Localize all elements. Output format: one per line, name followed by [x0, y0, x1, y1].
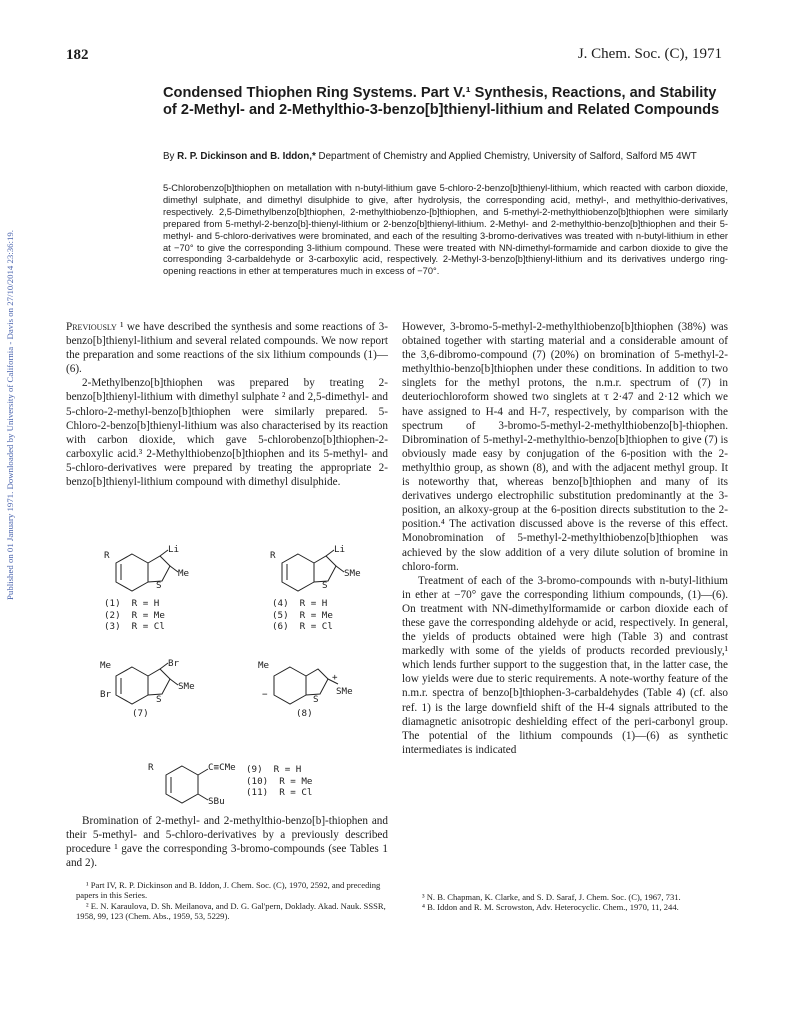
footnote-1: ¹ Part IV, R. P. Dickinson and B. Iddon, J. Chem. Soc. (C), 1970, 2592, and preceding papers in this Series. — [76, 880, 381, 901]
s2-li: Li — [334, 544, 346, 555]
s7-sme: SMe — [178, 681, 195, 692]
footnote-3: ³ N. B. Chapman, K. Clarke, and S. D. Saraf, J. Chem. Soc. (C), 1967, 731. — [422, 892, 681, 902]
s9-sbu: SBu — [208, 796, 225, 807]
s8-me: Me — [258, 660, 270, 671]
s8-s: S — [313, 694, 319, 705]
footnotes-left — [66, 880, 388, 921]
s9-ccme: C≡CMe — [208, 762, 236, 773]
article-title: Condensed Thiophen Ring Systems. Part V.¹ Synthesis, Reactions, and Stability of 2-Methyl- and 2-Methylthio-3-benzo[b]thienyl-lithium and Related Compounds — [163, 85, 720, 118]
s7-number: (7) — [132, 708, 149, 719]
thiophene-ring-1 — [148, 556, 170, 582]
s7-br1: Br — [168, 658, 180, 669]
author-affiliation: Department of Chemistry and Applied Chemistry, University of Salford, Salford M5 4WT — [318, 151, 697, 162]
labels-4-6: (4) R = H (5) R = Me (6) R = Cl — [272, 598, 333, 632]
thiophene-ring-2 — [314, 556, 336, 582]
s8-sme: SMe — [336, 686, 353, 697]
right-paragraph-2: Treatment of each of the 3-bromo-compounds with n-butyl-lithium in ether at −70° gave the corresponding lithium compounds, (1)—(6). On treatment with NN-dimethylformamide or carbon dioxide each of these gave the corresponding aldehyde or acid, respectively. In general, the yields of products obtained were high (Table 3) and contrast markedly with some of the yields of products recorded previously,¹ which lends further support to the suggestion that, in the latter case, the low yields were due to steric requirements. A note-worthy feature of the n.m.r. spectra of benzo[b]thiophen-3-carbaldehydes (Table 4) (cf. also ref. 1) is the large downfield shift of the H-4 signals attributed to the diamagnetic anisotropic deshielding effect of the peri-carbonyl group. The potential of the lithium compounds (1)—(6) as synthetic intermediates is indicated — [402, 574, 728, 756]
right-paragraph-1: However, 3-bromo-5-methyl-2-methylthiobenzo[b]thiophen (38%) was obtained together with starting material and a considerable amount of the 3,6-dibromo-compound (7) (20%) on bromination of 5-methyl-2-methylthio-benzo[b]thiophen under these conditions. In addition to two singlets for the methyl protons, the n.m.r. spectrum of (7) in deuteriochloroform showed two singlets at τ 2·47 and 2·12 which we have assigned to H-4 and H-7, respectively, by comparison with the spectrum of 3-bromo-5-methyl-2-methylthiobenzo[b]-thiophen. Dibromination of 5-methyl-2-methylthio-benzo[b]thiophen to give (7) is obviously made easy by conjugation of the 6-position with the 2-methylthio group, as shown (8), and with the adjacent methyl group. It is noteworthy that, whereas benzo[b]thiophen and many of its derivatives undergo electrophilic substitution predominantly at the 3-position, an alkoxy-group at the 6-position directs substitution to the 2-position.⁴ The activation discussed above is the reverse of this effect. Monobromination of 5-methyl-2-methylthiobenzo[b]thiophen was achieved by the slow addition of a very dilute solution of bromine in chloro-form. — [402, 321, 728, 573]
left-column-lower — [66, 814, 388, 870]
left-paragraph-1-text: ¹ we have described the synthesis and some reactions of 3-benzo[b]thienyl-lithium and several related compounds. We now report the preparation and some reactions of the six lithium compounds (1)—(6). — [66, 321, 388, 376]
s2-r: R — [270, 550, 276, 561]
left-column — [66, 320, 388, 489]
footnotes-right — [402, 892, 728, 913]
author-names: R. P. Dickinson and B. Iddon,* — [177, 151, 316, 162]
s7-me: Me — [100, 660, 112, 671]
left-paragraph-1 — [66, 320, 388, 376]
author-by: By — [163, 151, 175, 162]
s8-plus: + — [332, 672, 338, 683]
author-block — [163, 151, 728, 164]
s1-li: Li — [168, 544, 180, 555]
footnote-2: ² E. N. Karaulova, D. Sh. Meilanova, and D. G. Gal'pern, Doklady. Akad. Nauk. SSSR, 1958, 99, 123 (Chem. Abs., 1959, 53, 5229). — [76, 900, 386, 921]
s7-br2: Br — [100, 689, 112, 700]
abstract: 5-Chlorobenzo[b]thiophen on metallation with n-butyl-lithium gave 5-chloro-2-benzo[b]thienyl-lithium, which reacted with carbon dioxide, dimethyl sulphate, and dimethyl disulphide to give, after hydrolysis, the corresponding acid, methyl-, and methylthio-derivatives, respectively. 2,5-Dimethylbenzo[b]thiophen, 2-methylthiobenzo-[b]thiophen, and 5-methyl-2-methylthiobenzo[b]thiophen were similarly prepared from 5-methyl-2-benzo[b]-thienyl-lithium or 2-benzo[b]thienyl-lithium. 2-Methyl- and 2-methylthio-benzo[b]thiophen and their 5-methyl- and 5-chloro-derivatives were brominated, and each of the resulting 3-bromo-derivatives was treated with n-butyl-lithium in ether at −70° to give the corresponding 3-lithium compound. These were treated with NN-dimethyl-formamide and carbon dioxide to give the corresponding 3-carbaldehyde or 3-carboxylic acid, respectively. 2-Methyl-3-benzo[b]thienyl-lithium and its derivatives undergo ring-opening reactions in ether at temperatures much in excess of −70°. — [163, 183, 728, 277]
s1-s: S — [156, 580, 162, 591]
labels-1-3: (1) R = H (2) R = Me (3) R = Cl — [104, 598, 165, 632]
s2-sme: SMe — [344, 568, 361, 579]
thiophene-ring-7 — [148, 669, 170, 695]
s1-me: Me — [178, 568, 190, 579]
footnote-4: ⁴ B. Iddon and R. M. Scrowston, Adv. Heterocyclic. Chem., 1970, 11, 244. — [422, 902, 679, 913]
journal-name: J. Chem. Soc. (C), 1971 — [577, 46, 722, 62]
thiophene-ring-8 — [306, 669, 328, 695]
lead-word: Previously — [66, 321, 117, 333]
labels-9-11: (9) R = H (10) R = Me (11) R = Cl — [246, 764, 313, 798]
s7-s: S — [156, 694, 162, 705]
s8-number: (8) — [296, 708, 313, 719]
download-notice-sidebar[interactable] — [2, 180, 18, 650]
s8-minus: − — [262, 689, 268, 700]
left-paragraph-2: 2-Methylbenzo[b]thiophen was prepared by treating 2-benzo[b]thienyl-lithium with dimethyl sulphate ² and 2,5-dimethyl- and 5-chloro-2-methyl-benzo[b]thiophen were similarly prepared. 5-Chloro-2-benzo[b]thienyl-lithium was also characterised by its reaction with carbon dioxide, which gave 5-chlorobenzo[b]thiophen-2-carboxylic acid.³ 2-Methylthiobenzo[b]thiophen and its 5-methyl- and 5-chloro-derivatives were prepared by treating the appropriate 2-benzo[b]thienyl-lithium compound with dimethyl disulphide. — [66, 377, 388, 489]
download-notice-text: Published on 01 January 1971. Downloaded by University of California - Davis on 27/10/2014 23:36:19. — [5, 230, 15, 600]
s9-r: R — [148, 762, 154, 773]
page-number: 182 — [66, 47, 89, 63]
s1-r: R — [104, 550, 110, 561]
right-column — [402, 320, 728, 757]
benzene-ring-8 — [274, 667, 306, 704]
s2-s: S — [322, 580, 328, 591]
left-paragraph-3: Bromination of 2-methyl- and 2-methylthio-benzo[b]-thiophen and their 5-methyl- and 5-chloro-derivatives by a previously described procedure ¹ gave the corresponding 3-bromo-compounds (see Tables 1 and 2). — [66, 815, 388, 870]
